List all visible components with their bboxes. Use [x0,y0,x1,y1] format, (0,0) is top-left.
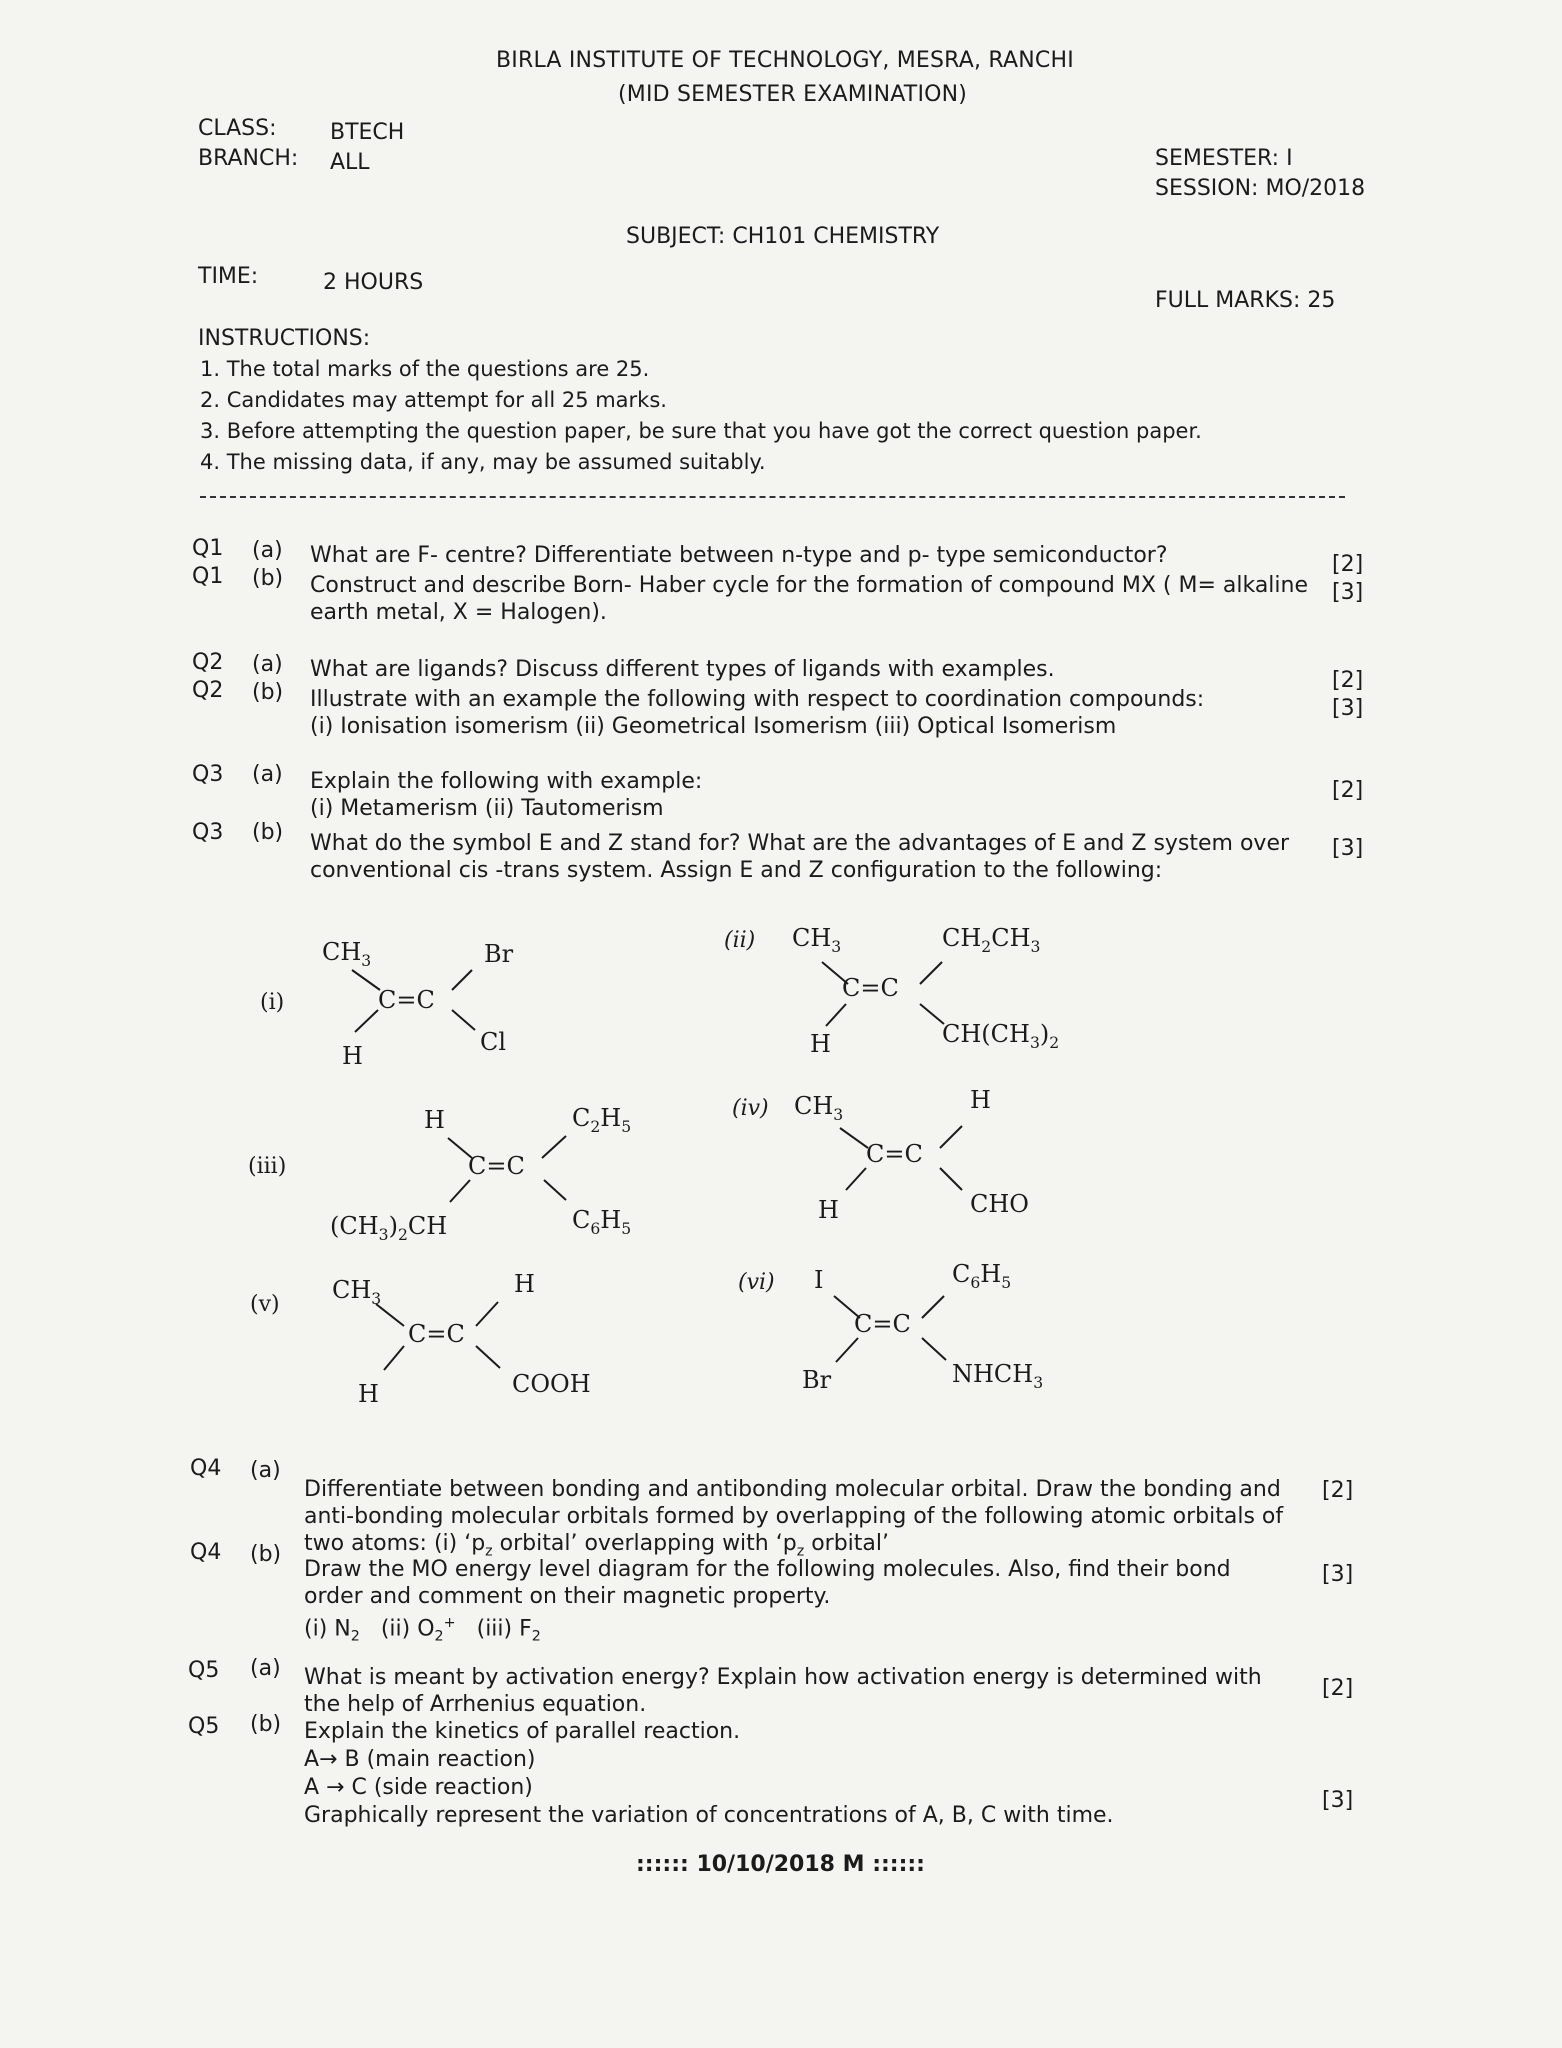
m2-top-right [942,924,1040,956]
m3-top-left: H [424,1106,445,1134]
m4-tl-text: CH [794,1092,834,1120]
q5a-line: What is meant by activation energy? Explain how activation energy is determined with [304,1665,1262,1690]
m2-br-end: ) [1039,1020,1050,1048]
m6-tr-text2: H [980,1260,1002,1288]
m5-top-right: H [514,1270,535,1298]
bond-line [940,1126,962,1148]
q4a-line3-mid: orbital’ overlapping with ‘p [492,1531,797,1556]
q2b-marks: [3] [1332,696,1364,721]
mo-ii: (ii) O [380,1616,435,1642]
q1b-part: (b) [252,566,284,591]
m3-bottom-right [572,1206,631,1238]
q4a-line3-post: orbital’ [804,1531,890,1556]
q3b-line: What do the symbol E and Z stand for? What are the advantages of E and Z system over [310,831,1290,856]
q2a-marks: [2] [1332,668,1364,693]
q4a-line3-pre: two atoms: (i) ‘p [304,1531,486,1556]
q4a-sub1: z [485,1543,493,1560]
m3-double-bond: C=C [468,1152,525,1180]
full-marks: FULL MARKS: 25 [1155,288,1336,313]
m6-tr-sub: 6 [970,1273,981,1292]
m2-double-bond: C=C [842,974,899,1002]
bond-line [544,1180,566,1200]
institute-name: BIRLA INSTITUTE OF TECHNOLOGY, MESRA, RANCHI [496,48,1074,73]
m6-top-right [952,1260,1011,1292]
q2b-line: (i) Ionisation isomerism (ii) Geometrical Isomerism (iii) Optical Isomerism [310,714,1117,739]
m3-bl-text: (CH [330,1212,379,1240]
q2b-part: (b) [252,680,284,705]
molecule-label-ii: (ii) [724,928,756,953]
m3-tr-text2: H [600,1104,622,1132]
q1b-line: earth metal, X = Halogen). [310,600,607,625]
session: SESSION: MO/2018 [1155,176,1366,201]
m6-br-sub: 3 [1033,1373,1044,1392]
m3-br-sub: 6 [590,1219,601,1238]
m3-tr-sub: 2 [590,1117,601,1136]
branch-label: BRANCH: [198,146,299,171]
class-label: CLASS: [198,116,277,141]
molecule-label-iii: (iii) [248,1154,287,1179]
m2-tl-text: CH [792,924,832,952]
q4b-molecules [304,1610,1231,1651]
m1-bottom-left: H [342,1042,363,1070]
m1-tl-text: CH [322,938,362,966]
q4b-number: Q4 [190,1540,222,1565]
m4-bottom-left: H [818,1196,839,1224]
m4-top-right: H [970,1086,991,1114]
m6-br-text: NHCH [952,1360,1034,1388]
q3a-line: Explain the following with example: [310,769,703,794]
q5b-text [304,1718,1114,1830]
class-value: BTECH [330,120,405,145]
m5-tl-sub: 3 [371,1289,382,1308]
bond-line [355,1010,378,1032]
q3a-part: (a) [252,762,283,787]
q5a-number: Q5 [188,1658,220,1683]
m3-br-sub2: 5 [621,1219,632,1238]
q4a-part: (a) [250,1458,281,1483]
m2-br-text: CH(CH [942,1020,1030,1048]
instruction-item: 3. Before attempting the question paper, be sure that you have got the correct question paper. [200,419,1202,443]
mo-i-sub: 2 [350,1628,360,1645]
mo-ii-sup: + [443,1615,456,1631]
q2b-line: Illustrate with an example the following with respect to coordination compounds: [310,687,1205,712]
m2-br-sub: 3 [1029,1033,1040,1052]
m2-br-sub2: 2 [1049,1033,1060,1052]
time-label: TIME: [198,264,259,289]
q5b-part: (b) [250,1712,282,1737]
q5a-text [304,1664,1262,1718]
instruction-item: 4. The missing data, if any, may be assumed suitably. [200,450,766,474]
q3a-number: Q3 [192,762,224,787]
bond-line [826,1004,846,1026]
q1b-line: Construct and describe Born- Haber cycle for the formation of compound MX ( M= alkaline [310,573,1309,598]
q5a-part: (a) [250,1656,281,1681]
q5b-line: A→ B (main reaction) [304,1747,536,1772]
semester: SEMESTER: I [1155,146,1293,171]
time-value: 2 HOURS [323,270,424,295]
q4a-marks: [2] [1322,1478,1354,1503]
m3-bl-sub: 3 [378,1225,389,1244]
m2-tr-sub2: 3 [1030,937,1041,956]
bond-line [384,1346,404,1370]
m3-bottom-left [330,1212,447,1244]
m1-double-bond: C=C [378,986,435,1014]
m4-double-bond: C=C [866,1140,923,1168]
m6-top-left: I [814,1266,824,1294]
bond-line [840,1128,868,1148]
bond-line [940,1168,962,1190]
q4b-line: order and comment on their magnetic property. [304,1584,831,1609]
bond-line [476,1302,498,1326]
m5-bottom-right: COOH [512,1370,591,1398]
q1b-number: Q1 [192,564,224,589]
q4b-marks: [3] [1322,1562,1354,1587]
subject: SUBJECT: CH101 CHEMISTRY [626,224,940,249]
mo-i: (i) N [304,1616,351,1642]
m4-top-left [794,1092,843,1124]
q2a-number: Q2 [192,650,224,675]
q4b-line: Draw the MO energy level diagram for the following molecules. Also, find their bond [304,1557,1231,1582]
bond-line [836,1338,858,1362]
q3b-part: (b) [252,820,284,845]
bond-line [452,1010,475,1030]
q5a-line: the help of Arrhenius equation. [304,1692,647,1717]
q1a-text: What are F- centre? Differentiate between n-type and p- type semiconductor? [310,543,1168,568]
bond-line [846,1168,866,1190]
exam-title: (MID SEMESTER EXAMINATION) [618,82,968,107]
m1-tl-sub: 3 [361,951,372,970]
q1a-part: (a) [252,538,283,563]
bond-line [450,1180,470,1202]
mo-iii: (iii) F [476,1616,532,1642]
q4a-sub2: z [796,1543,805,1560]
m3-tr-sub2: 5 [621,1117,632,1136]
q2a-part: (a) [252,652,283,677]
m6-tr-sub2: 5 [1001,1273,1012,1292]
molecule-label-v: (v) [250,1292,280,1317]
q3b-marks: [3] [1332,836,1364,861]
bond-line [352,970,380,990]
q3b-line: conventional cis -trans system. Assign E and Z configuration to the following: [310,858,1163,883]
m2-bottom-left: H [810,1030,831,1058]
q5b-line: Graphically represent the variation of concentrations of A, B, C with time. [304,1803,1114,1828]
q5b-line: A → C (side reaction) [304,1775,533,1800]
mo-ii-sub: 2 [434,1628,444,1645]
m6-bottom-left: Br [802,1366,832,1394]
instruction-item: 2. Candidates may attempt for all 25 marks. [200,388,667,412]
mo-iii-sub: 2 [531,1628,541,1645]
footer-date: :::::: 10/10/2018 M :::::: [636,1852,925,1877]
q5b-number: Q5 [188,1714,220,1739]
m3-bl-sub2: 2 [397,1225,408,1244]
m2-top-left [792,924,841,956]
q4a-line: anti-bonding molecular orbitals formed by overlapping of the following atomic orbitals of [304,1504,1284,1529]
m1-bottom-right: Cl [480,1028,507,1056]
m2-tl-sub: 3 [831,937,842,956]
molecule-label-vi: (vi) [738,1270,775,1295]
q4b-part: (b) [250,1542,282,1567]
m5-top-left [332,1276,381,1308]
q3b-number: Q3 [192,820,224,845]
bond-line [922,1296,944,1318]
m6-bottom-right [952,1360,1043,1392]
q5b-marks: [3] [1322,1788,1354,1813]
bond-line [922,1338,946,1360]
m5-double-bond: C=C [408,1320,465,1348]
m4-bottom-right: CHO [970,1190,1029,1218]
m5-bottom-left: H [358,1380,379,1408]
q3a-marks: [2] [1332,778,1364,803]
bond-line [920,962,942,984]
m3-tr-text: C [572,1104,591,1132]
molecule-label-i: (i) [260,990,285,1015]
instructions-title: INSTRUCTIONS: [198,326,371,351]
m3-br-text2: H [600,1206,622,1234]
q4a-text [304,1476,1283,1565]
q3a-line: (i) Metamerism (ii) Tautomerism [310,796,664,821]
molecule-label-iv: (iv) [732,1096,769,1121]
m2-tr-text: CH [942,924,982,952]
q5b-line: Explain the kinetics of parallel reaction. [304,1719,741,1744]
bond-line [476,1346,500,1368]
m1-top-right: Br [484,940,514,968]
q2a-text: What are ligands? Discuss different types of ligands with examples. [310,657,1055,682]
q5a-marks: [2] [1322,1676,1354,1701]
m3-bl-text2: ) [388,1212,398,1240]
q4b-text [304,1556,1231,1651]
q4a-line: Differentiate between bonding and antibonding molecular orbital. Draw the bonding and [304,1477,1281,1502]
m4-tl-sub: 3 [833,1105,844,1124]
m3-br-text: C [572,1206,591,1234]
bond-line [542,1136,566,1158]
q2b-number: Q2 [192,678,224,703]
m2-bottom-right [942,1020,1059,1052]
m2-tr-text2: CH [991,924,1031,952]
m5-tl-text: CH [332,1276,372,1304]
m3-bl-text3: CH [407,1212,448,1240]
m6-double-bond: C=C [854,1310,911,1338]
m1-top-left [322,938,371,970]
q1b-marks: [3] [1332,580,1364,605]
bond-line [452,970,472,990]
q1a-marks: [2] [1332,552,1364,577]
branch-value: ALL [330,150,370,175]
q1a-number: Q1 [192,536,224,561]
m3-top-right [572,1104,631,1136]
instruction-item: 1. The total marks of the questions are 25. [200,357,650,381]
bond-line [920,1004,944,1024]
m6-tr-text: C [952,1260,971,1288]
q4a-number: Q4 [190,1456,222,1481]
m2-tr-sub: 2 [981,937,992,956]
